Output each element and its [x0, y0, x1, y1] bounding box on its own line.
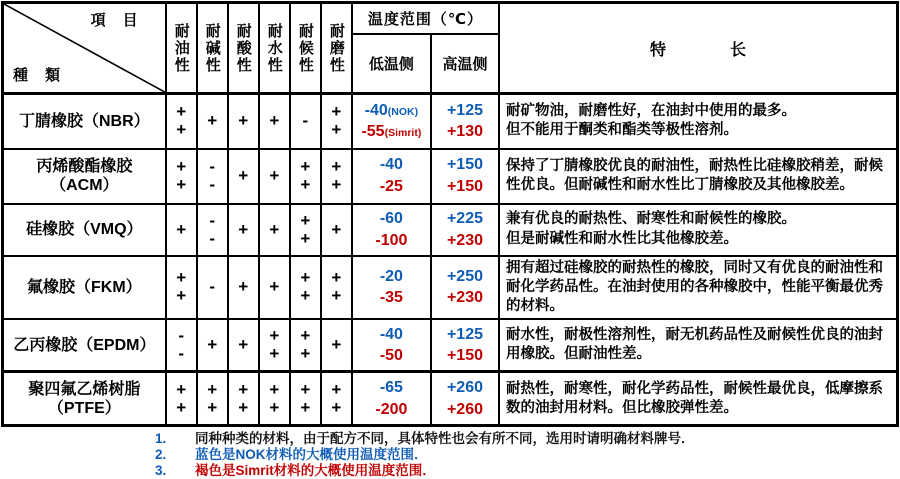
features-text: 耐水性，耐极性溶剂性，耐无机药品性及耐候性优良的油封用橡胶。但耐油性差。 — [506, 327, 884, 363]
rating-symbol: + — [331, 120, 342, 140]
rating-cell — [228, 319, 259, 372]
rating-symbol: + — [300, 228, 311, 248]
corner-label-item: 項 目 — [90, 12, 139, 29]
rating-symbol: + — [176, 397, 187, 417]
rating-symbol: + — [176, 120, 187, 140]
rating-symbol: + — [269, 344, 280, 364]
features-cell — [499, 372, 897, 426]
rating-symbol: + — [300, 344, 311, 364]
rating-symbol: + — [269, 219, 280, 239]
nok-temp-value: -40 — [379, 325, 403, 343]
material-name-line: 聚四氟乙烯树脂 — [28, 380, 141, 398]
rating-cell — [228, 94, 259, 149]
rating-cell — [321, 94, 352, 149]
rating-symbol: - — [209, 210, 216, 230]
simrit-label: (Simrit) — [384, 127, 422, 140]
temp-high-cell — [431, 372, 499, 426]
rating-cell — [321, 204, 352, 256]
table-row — [3, 256, 898, 319]
rating-symbol: + — [331, 335, 342, 355]
rating-cell — [197, 256, 228, 319]
col-header-low-temp: 低温侧 — [352, 34, 431, 94]
rating-symbol: + — [269, 397, 280, 417]
features-cell — [499, 94, 897, 149]
material-name — [3, 204, 166, 256]
rating-cell — [166, 319, 197, 372]
rating-cell — [290, 204, 321, 256]
rating-symbol: + — [238, 166, 249, 186]
rating-symbol: + — [238, 219, 249, 239]
rating-cell — [166, 94, 197, 149]
rating-symbol: + — [269, 380, 280, 400]
rating-cell — [228, 256, 259, 319]
rating-cell — [290, 149, 321, 204]
material-name-line: （PTFE） — [47, 399, 121, 417]
rating-cell — [166, 149, 197, 204]
rating-cell — [290, 94, 321, 149]
simrit-temp-value: +130 — [446, 123, 483, 141]
footnote-text: 同种种类的材料，由于配方不同，具体特性也会有所不同，选用时请明确材料牌号． — [195, 431, 695, 447]
material-name — [3, 94, 166, 149]
material-rows — [3, 94, 898, 426]
rating-symbol: + — [207, 335, 218, 355]
simrit-temp-value: +230 — [446, 231, 483, 249]
nok-temp-value: +225 — [446, 209, 483, 227]
rating-symbol: + — [269, 111, 280, 131]
features-text: 拥有超过硅橡胶的耐热性的橡胶，同时又有优良的耐油性和耐化学药品性。在油封使用的各种橡胶中，性能平衡最优秀的材料。 — [506, 259, 884, 314]
rating-cell — [321, 319, 352, 372]
footnote-number: 1. — [155, 431, 167, 447]
footnote-number: 3. — [155, 463, 167, 479]
simrit-temp-value: -55(Simrit) — [361, 123, 422, 141]
material-name-line: 氟橡胶（FKM） — [27, 278, 142, 296]
temp-low-cell — [352, 94, 431, 149]
rating-symbol: + — [331, 286, 342, 306]
rating-cell — [197, 149, 228, 204]
material-name-line: 硅橡胶（VMQ） — [26, 220, 143, 238]
nok-temp-value: +150 — [446, 156, 483, 174]
features-text: 保持了丁腈橡胶优良的耐油性，耐热性比硅橡胶稍差，耐候性优良。但耐碱性和耐水性比丁腈橡胶及其他橡胶差。 — [506, 157, 884, 193]
nok-temp-value: +125 — [446, 325, 483, 343]
simrit-temp-value: -100 — [375, 231, 408, 249]
rating-symbol: + — [300, 175, 311, 194]
footnote-text: 蓝色是NOK材料的大概使用温度范围． — [195, 447, 428, 463]
features-cell — [499, 204, 897, 256]
features-text: 但不能用于酮类和酯类等极性溶剂。 — [506, 122, 739, 139]
rating-symbol: + — [176, 157, 187, 177]
temp-low-cell — [352, 149, 431, 204]
material-name-line: （ACM） — [50, 177, 119, 194]
rating-symbol: - — [209, 157, 216, 177]
rating-symbol: + — [331, 175, 342, 194]
col-header-abrasion-resistance: 耐磨性 — [321, 3, 352, 94]
rating-cell — [228, 372, 259, 426]
material-name-line: 乙丙橡胶（EPDM） — [13, 336, 156, 354]
rating-symbol: + — [207, 111, 218, 131]
material-name — [3, 372, 166, 426]
col-header-acid-resistance: 耐酸性 — [228, 3, 259, 94]
col-header-weather-resistance: 耐候性 — [290, 3, 321, 94]
col-header-oil-resistance: 耐油性 — [166, 3, 197, 94]
features-text: 耐热性，耐寒性，耐化学药品性，耐候性最优良，低摩擦系数的油封用材料。但比橡胶弹性差。 — [506, 380, 884, 416]
features-cell — [499, 319, 897, 372]
nok-temp-value: +260 — [446, 379, 483, 397]
rating-symbol: + — [238, 397, 249, 417]
rating-symbol: + — [331, 268, 342, 288]
rating-symbol: + — [331, 157, 342, 177]
rating-symbol: - — [209, 228, 216, 248]
rating-symbol: + — [300, 286, 311, 306]
rating-symbol: + — [331, 219, 342, 239]
simrit-temp-value: +150 — [446, 178, 483, 195]
table-row — [3, 94, 898, 149]
rating-symbol: + — [238, 335, 249, 355]
nok-label: (NOK) — [387, 105, 419, 118]
simrit-temp-value: -25 — [379, 178, 403, 195]
rating-symbol: + — [300, 397, 311, 417]
nok-temp-value: -65 — [379, 379, 403, 397]
temp-high-cell — [431, 149, 499, 204]
features-text: 兼有优良的耐热性、耐寒性和耐候性的橡胶。 — [506, 211, 797, 228]
simrit-temp-value: +260 — [446, 400, 483, 418]
rating-cell — [197, 319, 228, 372]
table-row — [3, 204, 898, 256]
simrit-temp-value: +230 — [446, 289, 483, 307]
rating-symbol: + — [207, 397, 218, 417]
temp-low-cell — [352, 256, 431, 319]
nok-temp-value: +250 — [446, 267, 483, 285]
rating-symbol: + — [331, 102, 342, 122]
corner-header-cell — [3, 3, 166, 94]
temp-low-cell — [352, 204, 431, 256]
material-name-line: 丙烯酸酯橡胶 — [36, 157, 133, 175]
rating-symbol: + — [176, 380, 187, 400]
simrit-temp-value: -50 — [379, 347, 403, 365]
nok-temp-value: -40(NOK) — [364, 101, 419, 119]
rating-symbol: + — [207, 380, 218, 400]
material-name — [3, 319, 166, 372]
rating-symbol: + — [176, 102, 187, 122]
rating-symbol: - — [209, 277, 216, 297]
table-row — [3, 149, 898, 204]
rating-cell — [197, 204, 228, 256]
material-properties-table — [1, 1, 899, 427]
table-row — [3, 372, 898, 426]
rating-cell — [197, 94, 228, 149]
rating-cell — [259, 94, 290, 149]
col-header-features: 特 长 — [499, 3, 897, 94]
features-text: 但是耐碱性和耐水性比其他橡胶差。 — [506, 230, 739, 247]
rating-cell — [228, 204, 259, 256]
temp-high-cell — [431, 256, 499, 319]
rating-cell — [166, 372, 197, 426]
rating-cell — [166, 256, 197, 319]
rating-cell — [228, 149, 259, 204]
corner-label-kind: 種 類 — [13, 67, 62, 84]
rating-symbol: - — [178, 326, 185, 346]
footnote — [155, 431, 900, 447]
footnote-number: 2. — [155, 447, 167, 463]
rating-cell — [321, 372, 352, 426]
temp-high-cell — [431, 319, 499, 372]
rating-cell — [259, 372, 290, 426]
features-cell — [499, 256, 897, 319]
rating-symbol: + — [176, 175, 187, 194]
rating-cell — [321, 149, 352, 204]
features-text: 耐矿物油，耐磨性好，在油封中使用的最多。 — [506, 103, 797, 120]
footnote-text: 褐色是Simrit材料的大概使用温度范围． — [195, 463, 436, 479]
simrit-temp-value: +150 — [446, 347, 483, 365]
rating-symbol: + — [300, 157, 311, 177]
rating-symbol: + — [331, 397, 342, 417]
col-header-temp-range: 温度范围（℃） — [352, 3, 499, 34]
col-header-water-resistance: 耐水性 — [259, 3, 290, 94]
temp-low-cell — [352, 372, 431, 426]
rating-symbol: - — [302, 111, 309, 131]
temp-high-cell — [431, 204, 499, 256]
footnotes — [155, 431, 900, 479]
rating-cell — [166, 204, 197, 256]
nok-temp-value: -40 — [379, 156, 403, 174]
rating-symbol: + — [238, 277, 249, 297]
simrit-temp-value: -200 — [375, 400, 408, 418]
rating-cell — [259, 149, 290, 204]
col-header-high-temp: 高温侧 — [431, 34, 499, 94]
rating-cell — [290, 372, 321, 426]
nok-temp-value: +125 — [446, 101, 483, 119]
footnote — [155, 447, 900, 463]
material-name-line: 丁腈橡胶（NBR） — [19, 112, 150, 130]
rating-symbol: + — [238, 380, 249, 400]
rating-symbol: + — [300, 380, 311, 400]
nok-temp-value: -20 — [379, 267, 403, 285]
rating-cell — [321, 256, 352, 319]
rating-symbol: + — [269, 166, 280, 186]
rating-symbol: + — [269, 326, 280, 346]
rating-cell — [259, 319, 290, 372]
rating-symbol: + — [300, 210, 311, 230]
rating-symbol: + — [331, 380, 342, 400]
simrit-temp-value: -35 — [379, 289, 403, 307]
rating-cell — [197, 372, 228, 426]
rating-symbol: + — [300, 326, 311, 346]
rating-cell — [290, 256, 321, 319]
rating-cell — [290, 319, 321, 372]
rating-symbol: + — [300, 268, 311, 288]
nok-temp-value: -60 — [379, 209, 403, 227]
rating-symbol: + — [176, 219, 187, 239]
rating-symbol: + — [269, 277, 280, 297]
material-name — [3, 256, 166, 319]
table-row — [3, 319, 898, 372]
footnote — [155, 463, 900, 479]
material-name — [3, 149, 166, 204]
col-header-alkali-resistance: 耐碱性 — [197, 3, 228, 94]
temp-low-cell — [352, 319, 431, 372]
rating-cell — [259, 204, 290, 256]
rating-symbol: + — [176, 268, 187, 288]
rating-symbol: - — [178, 344, 185, 364]
rating-symbol: + — [176, 286, 187, 306]
temp-high-cell — [431, 94, 499, 149]
rating-symbol: - — [209, 175, 216, 194]
rating-symbol: + — [238, 111, 249, 131]
features-cell — [499, 149, 897, 204]
rating-cell — [259, 256, 290, 319]
